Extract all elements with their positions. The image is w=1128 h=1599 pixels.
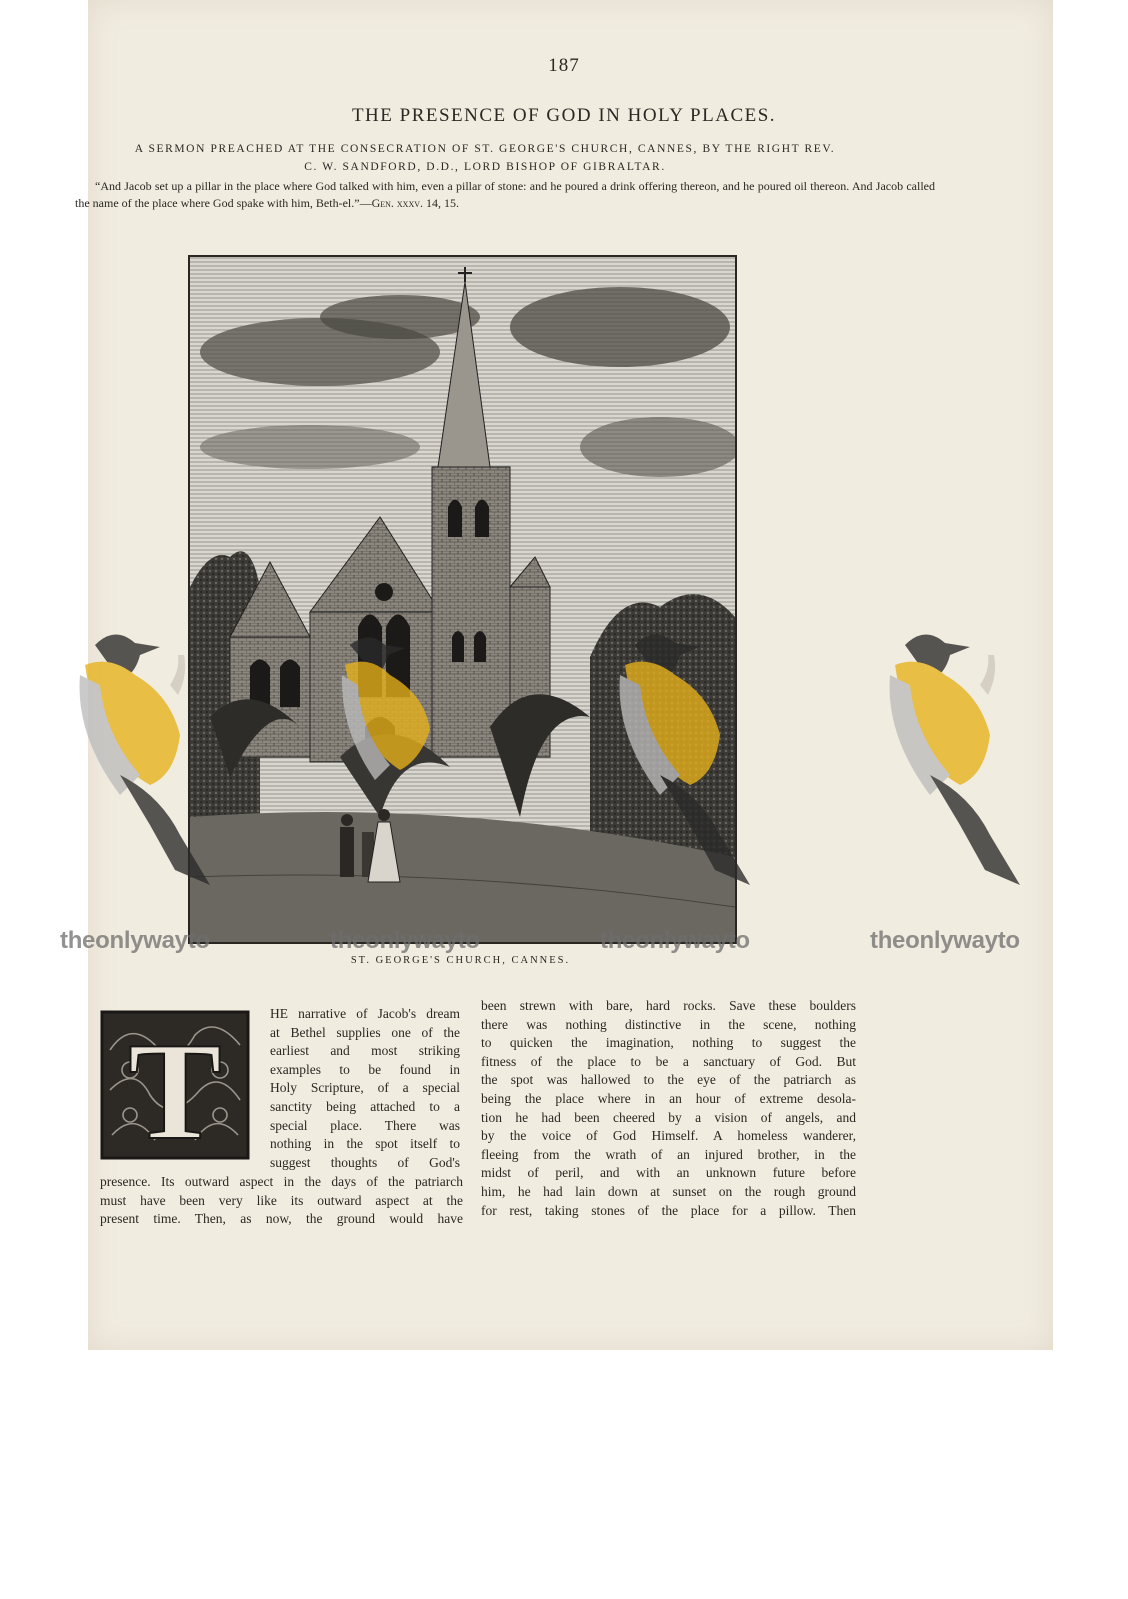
text-line: HE narrative of Jacob's dream	[270, 1006, 460, 1021]
drop-cap	[100, 1010, 250, 1160]
epigraph-reference: Gen. xxxv. 14, 15.	[371, 196, 460, 210]
drop-cap-letter: T	[128, 1014, 222, 1160]
text-line: suggest thoughts of God's	[270, 1154, 460, 1170]
text-line: fitness of the place to be a sanctuary of God. But	[481, 1053, 856, 1069]
oriole-bird-icon	[870, 625, 1040, 895]
text-line: sanctity being attached to a	[270, 1098, 460, 1114]
body-text-right	[481, 997, 856, 1220]
body-text-left-top	[270, 1005, 460, 1172]
text-line: at Bethel supplies one of the	[270, 1024, 460, 1040]
text-line: Holy Scripture, of a special	[270, 1080, 460, 1096]
text-line: must have been very like its outward aspect at the	[100, 1192, 463, 1208]
text-line: midst of peril, and with an unknown future before	[481, 1165, 856, 1181]
text-line: him, he had lain down at sunset on the rough ground	[481, 1183, 856, 1199]
text-line: earliest and most striking	[270, 1043, 460, 1059]
text-line: presence. Its outward aspect in the days of the patriarch	[100, 1174, 463, 1189]
text-line: present time. Then, as now, the ground would have	[100, 1211, 463, 1227]
body-text-left-bottom	[100, 1173, 463, 1229]
oriole-bird-icon	[330, 630, 460, 800]
text-line: special place. There was	[270, 1117, 460, 1133]
text-line: tion he had been cheered by a vision of angels, and	[481, 1109, 856, 1125]
epigraph	[75, 178, 935, 212]
text-line: there was nothing distinctive in the scene, nothing	[481, 1016, 856, 1032]
text-line: by the voice of God Himself. A homeless wanderer,	[481, 1128, 856, 1144]
text-line: fleeing from the wrath of an injured brother, in the	[481, 1146, 856, 1162]
subtitle-line: C. W. SANDFORD, D.D., LORD BISHOP OF GIBRALTAR.	[304, 161, 666, 173]
subtitle-line: A SERMON PREACHED AT THE CONSECRATION OF ST. GEORGE'S CHURCH, CANNES, BY THE RIGHT REV.	[134, 143, 836, 155]
watermark-text: theonlywayto	[870, 927, 1020, 954]
watermark-text: theonlywayto	[330, 927, 480, 954]
text-line: for rest, taking stones of the place for a pillow. Then	[481, 1202, 856, 1218]
text-line: to quicken the imagination, nothing to suggest the	[481, 1035, 856, 1051]
watermark-text: theonlywayto	[60, 927, 210, 954]
image-caption: ST. GEORGE'S CHURCH, CANNES.	[350, 955, 571, 966]
text-line: nothing in the spot itself to	[270, 1136, 460, 1152]
page-title: THE PRESENCE OF GOD IN HOLY PLACES.	[351, 105, 777, 126]
text-line: being the place where in an hour of extreme desola-	[481, 1090, 856, 1106]
oriole-bird-icon	[600, 625, 770, 895]
text-line: the spot was hallowed to the eye of the patriarch as	[481, 1072, 856, 1088]
subtitle	[60, 140, 910, 176]
epigraph-text: “And Jacob set up a pillar in the place where God talked with him, even a pillar of stone: and he poured a drink offering thereon, and he poured oil thereon. And Jacob called the name of the place where God spake with him, Beth-el.”—	[75, 179, 935, 210]
watermark-text: theonlywayto	[600, 927, 750, 954]
oriole-bird-icon	[60, 625, 230, 895]
text-line: been strewn with bare, hard rocks. Save these boulders	[481, 998, 856, 1013]
text-line: examples to be found in	[270, 1061, 460, 1077]
drop-cap-ornament	[100, 1010, 250, 1160]
page-number: 187	[548, 55, 580, 76]
